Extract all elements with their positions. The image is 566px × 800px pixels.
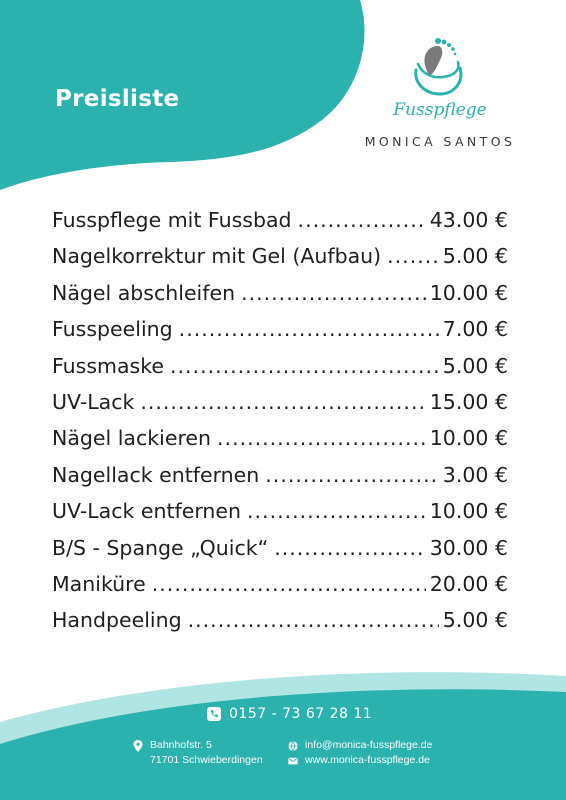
price-row [52, 281, 508, 317]
service-name: Fussmaske [52, 353, 164, 378]
service-name: Nagellack entfernen [52, 462, 260, 487]
website-address: www.monica-fusspflege.de [305, 754, 430, 766]
page-title: Preisliste [55, 86, 180, 112]
price-row [52, 499, 508, 535]
service-price: 10.00 € [429, 499, 508, 524]
dot-leader [152, 572, 426, 596]
dot-leader [298, 208, 426, 232]
service-price: 3.00 € [442, 462, 508, 487]
price-row [52, 390, 508, 426]
service-name: B/S - Spange „Quick“ [52, 535, 269, 560]
dot-leader [217, 426, 426, 450]
price-row [52, 244, 508, 280]
address-block [133, 738, 263, 768]
dot-leader [265, 463, 439, 487]
service-name: Nägel lackieren [52, 426, 212, 451]
service-price: 5.00 € [442, 608, 508, 633]
service-price: 15.00 € [429, 389, 508, 414]
globe-icon [288, 741, 298, 751]
price-row [52, 426, 508, 462]
service-name: Maniküre [52, 571, 146, 596]
dot-leader [188, 608, 439, 632]
email-link[interactable] [288, 738, 432, 753]
address-street: Bahnhofstr. 5 [150, 739, 212, 751]
service-price: 43.00 € [429, 208, 508, 232]
brand-name: MONICA SANTOS [364, 134, 516, 149]
dot-leader [387, 244, 439, 268]
service-name: Nägel abschleifen [52, 280, 236, 305]
service-name: Handpeeling [52, 608, 182, 633]
dot-leader [179, 317, 439, 341]
service-price: 10.00 € [429, 426, 508, 451]
online-contact-block [288, 738, 432, 768]
dot-leader [140, 390, 425, 414]
service-price: 5.00 € [442, 353, 508, 378]
address-city: 71701 Schwieberdingen [150, 754, 263, 766]
service-price: 7.00 € [442, 317, 508, 342]
service-name: UV-Lack entfernen [52, 499, 242, 524]
dot-leader [274, 536, 426, 560]
price-row [52, 572, 508, 608]
service-name: Fusspeeling [52, 317, 173, 342]
phone-number: 0157 - 73 67 28 11 [229, 706, 373, 722]
service-price: 20.00 € [429, 571, 508, 596]
price-row [52, 463, 508, 499]
service-name: UV-Lack [52, 389, 135, 414]
footprint-hand-logo-icon [408, 34, 468, 96]
phone-icon [207, 707, 221, 721]
dot-leader [247, 499, 426, 523]
price-row [52, 354, 508, 390]
dot-leader [241, 281, 426, 305]
price-row [52, 608, 508, 644]
brand-script-title: Fusspflege [393, 100, 487, 120]
price-list [52, 208, 508, 645]
phone-contact[interactable] [207, 706, 372, 722]
service-price: 10.00 € [429, 280, 508, 305]
service-price: 5.00 € [442, 244, 508, 269]
email-address: info@monica-fusspflege.de [305, 739, 433, 751]
price-row [52, 208, 508, 244]
dot-leader [170, 354, 439, 378]
website-link[interactable] [288, 753, 432, 768]
service-price: 30.00 € [429, 535, 508, 560]
service-name: Fusspflege mit Fussbad [52, 208, 292, 232]
location-pin-icon [133, 740, 143, 752]
price-row [52, 536, 508, 572]
service-name: Nagelkorrektur mit Gel (Aufbau) [52, 244, 382, 269]
price-row [52, 317, 508, 353]
envelope-icon [288, 756, 298, 766]
